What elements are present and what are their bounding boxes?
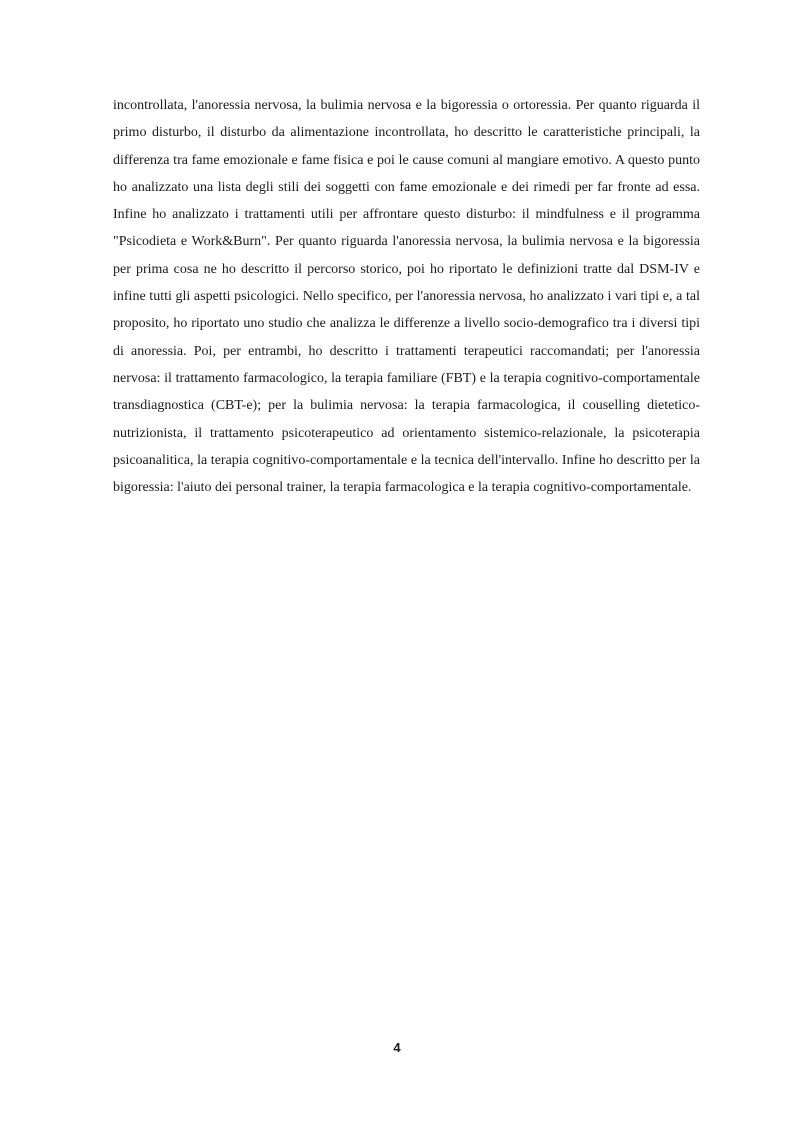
body-paragraph: incontrollata, l'anoressia nervosa, la bulimia nervosa e la bigoressia o ortoressia. Per quanto riguarda il primo disturbo, il disturbo da alimentazione incontrollata, ho descritto le caratteristiche principali, la differenza tra fame emozionale e fame fisica e poi le cause comuni al mangiare emotivo. A questo punto ho analizzato una lista degli stili dei soggetti con fame emozionale e dei rimedi per far fronte ad essa. Infine ho analizzato i trattamenti utili per affrontare questo disturbo: il mindfulness e il programma "Psicodieta e Work&Burn". Per quanto riguarda l'anoressia nervosa, la bulimia nervosa e la bigoressia per prima cosa ne ho descritto il percorso storico, poi ho riportato le definizioni tratte dal DSM-IV e infine tutti gli aspetti psicologici. Nello specifico, per l'anoressia nervosa, ho analizzato i vari tipi e, a tal proposito, ho riportato uno studio che analizza le differenze a livello socio-demografico tra i diversi tipi di anoressia. Poi, per entrambi, ho descritto i trattamenti terapeutici raccomandati; per l'anoressia nervosa: il trattamento farmacologico, la terapia familiare (FBT) e la terapia cognitivo-comportamentale transdiagnostica (CBT-e); per la bulimia nervosa: la terapia farmacologica, il couselling dietetico-nutrizionista, il trattamento psicoterapeutico ad orientamento sistemico-relazionale, la psicoterapia psicoanalitica, la terapia cognitivo-comportamentale e la tecnica dell'intervallo. Infine ho descritto per la bigoressia: l'aiuto dei personal trainer, la terapia farmacologica e la terapia cognitivo-comportamentale. (113, 98, 700, 496)
page-number: 4 (393, 1040, 401, 1055)
